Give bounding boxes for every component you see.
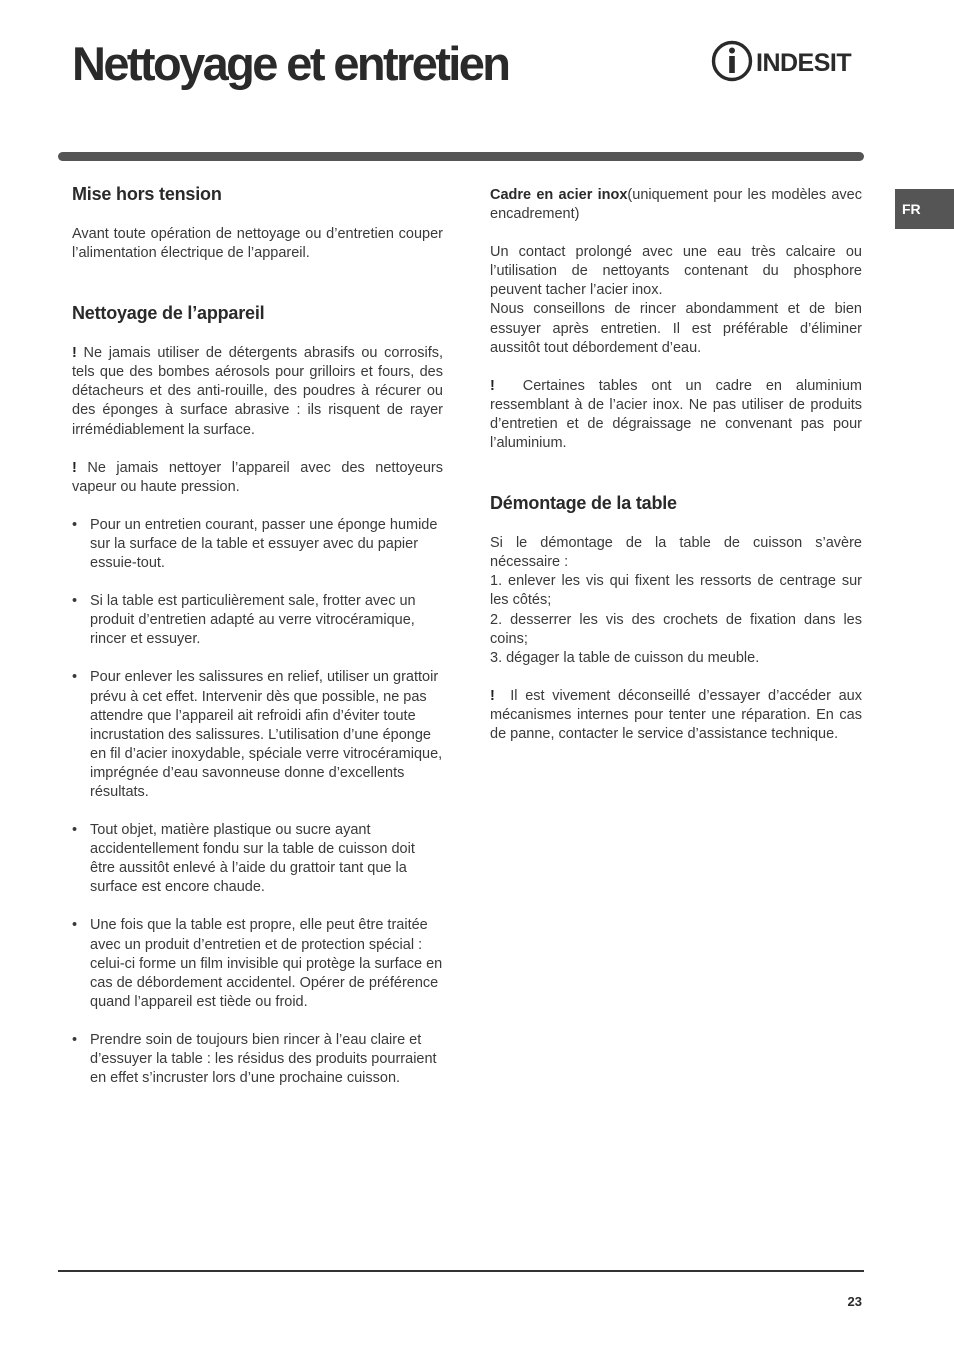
list-item: • Prendre soin de toujours bien rincer à l’eau claire et d’essuyer la table : les résidus des produits pourraient en effet s’incruster lors d’une prochaine cuisson. — [72, 1031, 443, 1088]
logo-stem-icon — [729, 56, 735, 73]
list-item: • Une fois que la table est propre, elle peut être traitée avec un produit d’entretien et de protection spécial : celui-ci forme un film invisible qui protège la surface en cas de débordement accidentel. Opérer de préférence quand l’appareil est tiède ou froid. — [72, 916, 443, 1011]
frame-label-note: (uniquement pour les modèles avec encadrement) — [490, 187, 862, 223]
cleaning-warning-1 — [72, 344, 443, 439]
header-rule — [58, 152, 864, 161]
right-column — [490, 186, 862, 744]
cleaning-warning-2-text: Ne jamais nettoyer l’appareil avec des nettoyeurs vapeur ou haute pression. — [72, 459, 444, 495]
removal-intro: Si le démontage de la table de cuisson s’avère nécessaire : — [490, 535, 862, 571]
warning-mark-icon: ! — [72, 345, 77, 362]
power-off-text: Avant toute opération de nettoyage ou d’entretien couper l’alimentation électrique de l’appareil. — [72, 226, 443, 262]
section-heading-cleaning: Nettoyage de l’appareil — [72, 303, 265, 324]
frame-label: Cadre en acier inox — [490, 187, 628, 203]
list-item: • Tout objet, matière plastique ou sucre ayant accidentellement fondu sur la table de cuisson doit être aussitôt enlevé à l’aide du grattoir tant que la surface est encore chaude. — [72, 821, 443, 897]
warning-mark-icon: ! — [490, 687, 495, 704]
frame-intro — [490, 186, 862, 224]
removal-step-1: 1. enlever les vis qui fixent les ressorts de centrage sur les côtés; — [490, 573, 862, 609]
section-heading-power-off: Mise hors tension — [72, 184, 222, 204]
frame-warning — [490, 377, 862, 453]
removal-step-3: 3. dégager la table de cuisson du meuble. — [490, 649, 760, 666]
frame-warning-text: Certaines tables ont un cadre en aluminium ressemblant à de l’acier inox. Ne pas utiliser de produits d’entretien et de dégraissage ne convenant pas pour l’aluminium. — [490, 377, 863, 452]
section-heading-removal: Démontage de la table — [490, 493, 677, 514]
frame-text-2: Nous conseillons de rincer abondamment et de bien essuyer après entretien. Il est préférable d’éliminer aussitôt tout débordement d’eau. — [490, 301, 862, 356]
brand-wordmark: INDESIT — [756, 49, 852, 77]
cleaning-warning-2 — [72, 459, 443, 497]
cleaning-warning-1-text: Ne jamais utiliser de détergents abrasifs ou corrosifs, tels que des bombes aérosols pour grilloirs et fours, des détacheurs et des anti-rouille, des poudres à récurer ou des éponges à surface abrasive : ils risquent de rayer irrémédiablement la surface. — [72, 345, 443, 438]
warning-mark-icon: ! — [490, 377, 495, 394]
removal-step-2: 2. desserrer les vis des crochets de fixation dans les coins; — [490, 611, 862, 647]
list-item: • Pour un entretien courant, passer une éponge humide sur la surface de la table et essuyer avec du papier essuie-tout. — [72, 516, 443, 573]
page-number: 23 — [847, 1294, 862, 1309]
removal-warning — [490, 687, 862, 744]
cleaning-bullet-list — [72, 516, 443, 1088]
page-title: Nettoyage et entretien — [72, 37, 509, 90]
warning-mark-icon: ! — [72, 459, 77, 476]
left-column — [72, 182, 443, 1107]
logo-dot-icon — [729, 48, 735, 54]
list-item: • Pour enlever les salissures en relief, utiliser un grattoir prévu à cet effet. Intervenir dès que possible, ne pas attendre que l’appareil ait refroidi afin d’éviter toute incrustation des salissures. L’utilisation d’une éponge en fil d’acier inoxydable, spéciale verre vitrocéramique, imprégnée d’eau savonneuse donne d’excellents résultats. — [72, 668, 443, 802]
list-item: • Si la table est particulièrement sale, frotter avec un produit d’entretien adapté au verre vitrocéramique, rincer et essuyer. — [72, 592, 443, 649]
removal-warning-text: Il est vivement déconseillé d’essayer d’accéder aux mécanismes internes pour tenter une réparation. En cas de panne, contacter le service d’assistance technique. — [490, 687, 862, 742]
frame-text-1: Un contact prolongé avec une eau très calcaire ou l’utilisation de nettoyants contenant du phosphore peuvent tacher l’acier inox. — [490, 244, 862, 299]
footer-rule — [58, 1270, 864, 1272]
language-tab: FR — [895, 189, 954, 229]
brand-logo — [711, 38, 865, 84]
